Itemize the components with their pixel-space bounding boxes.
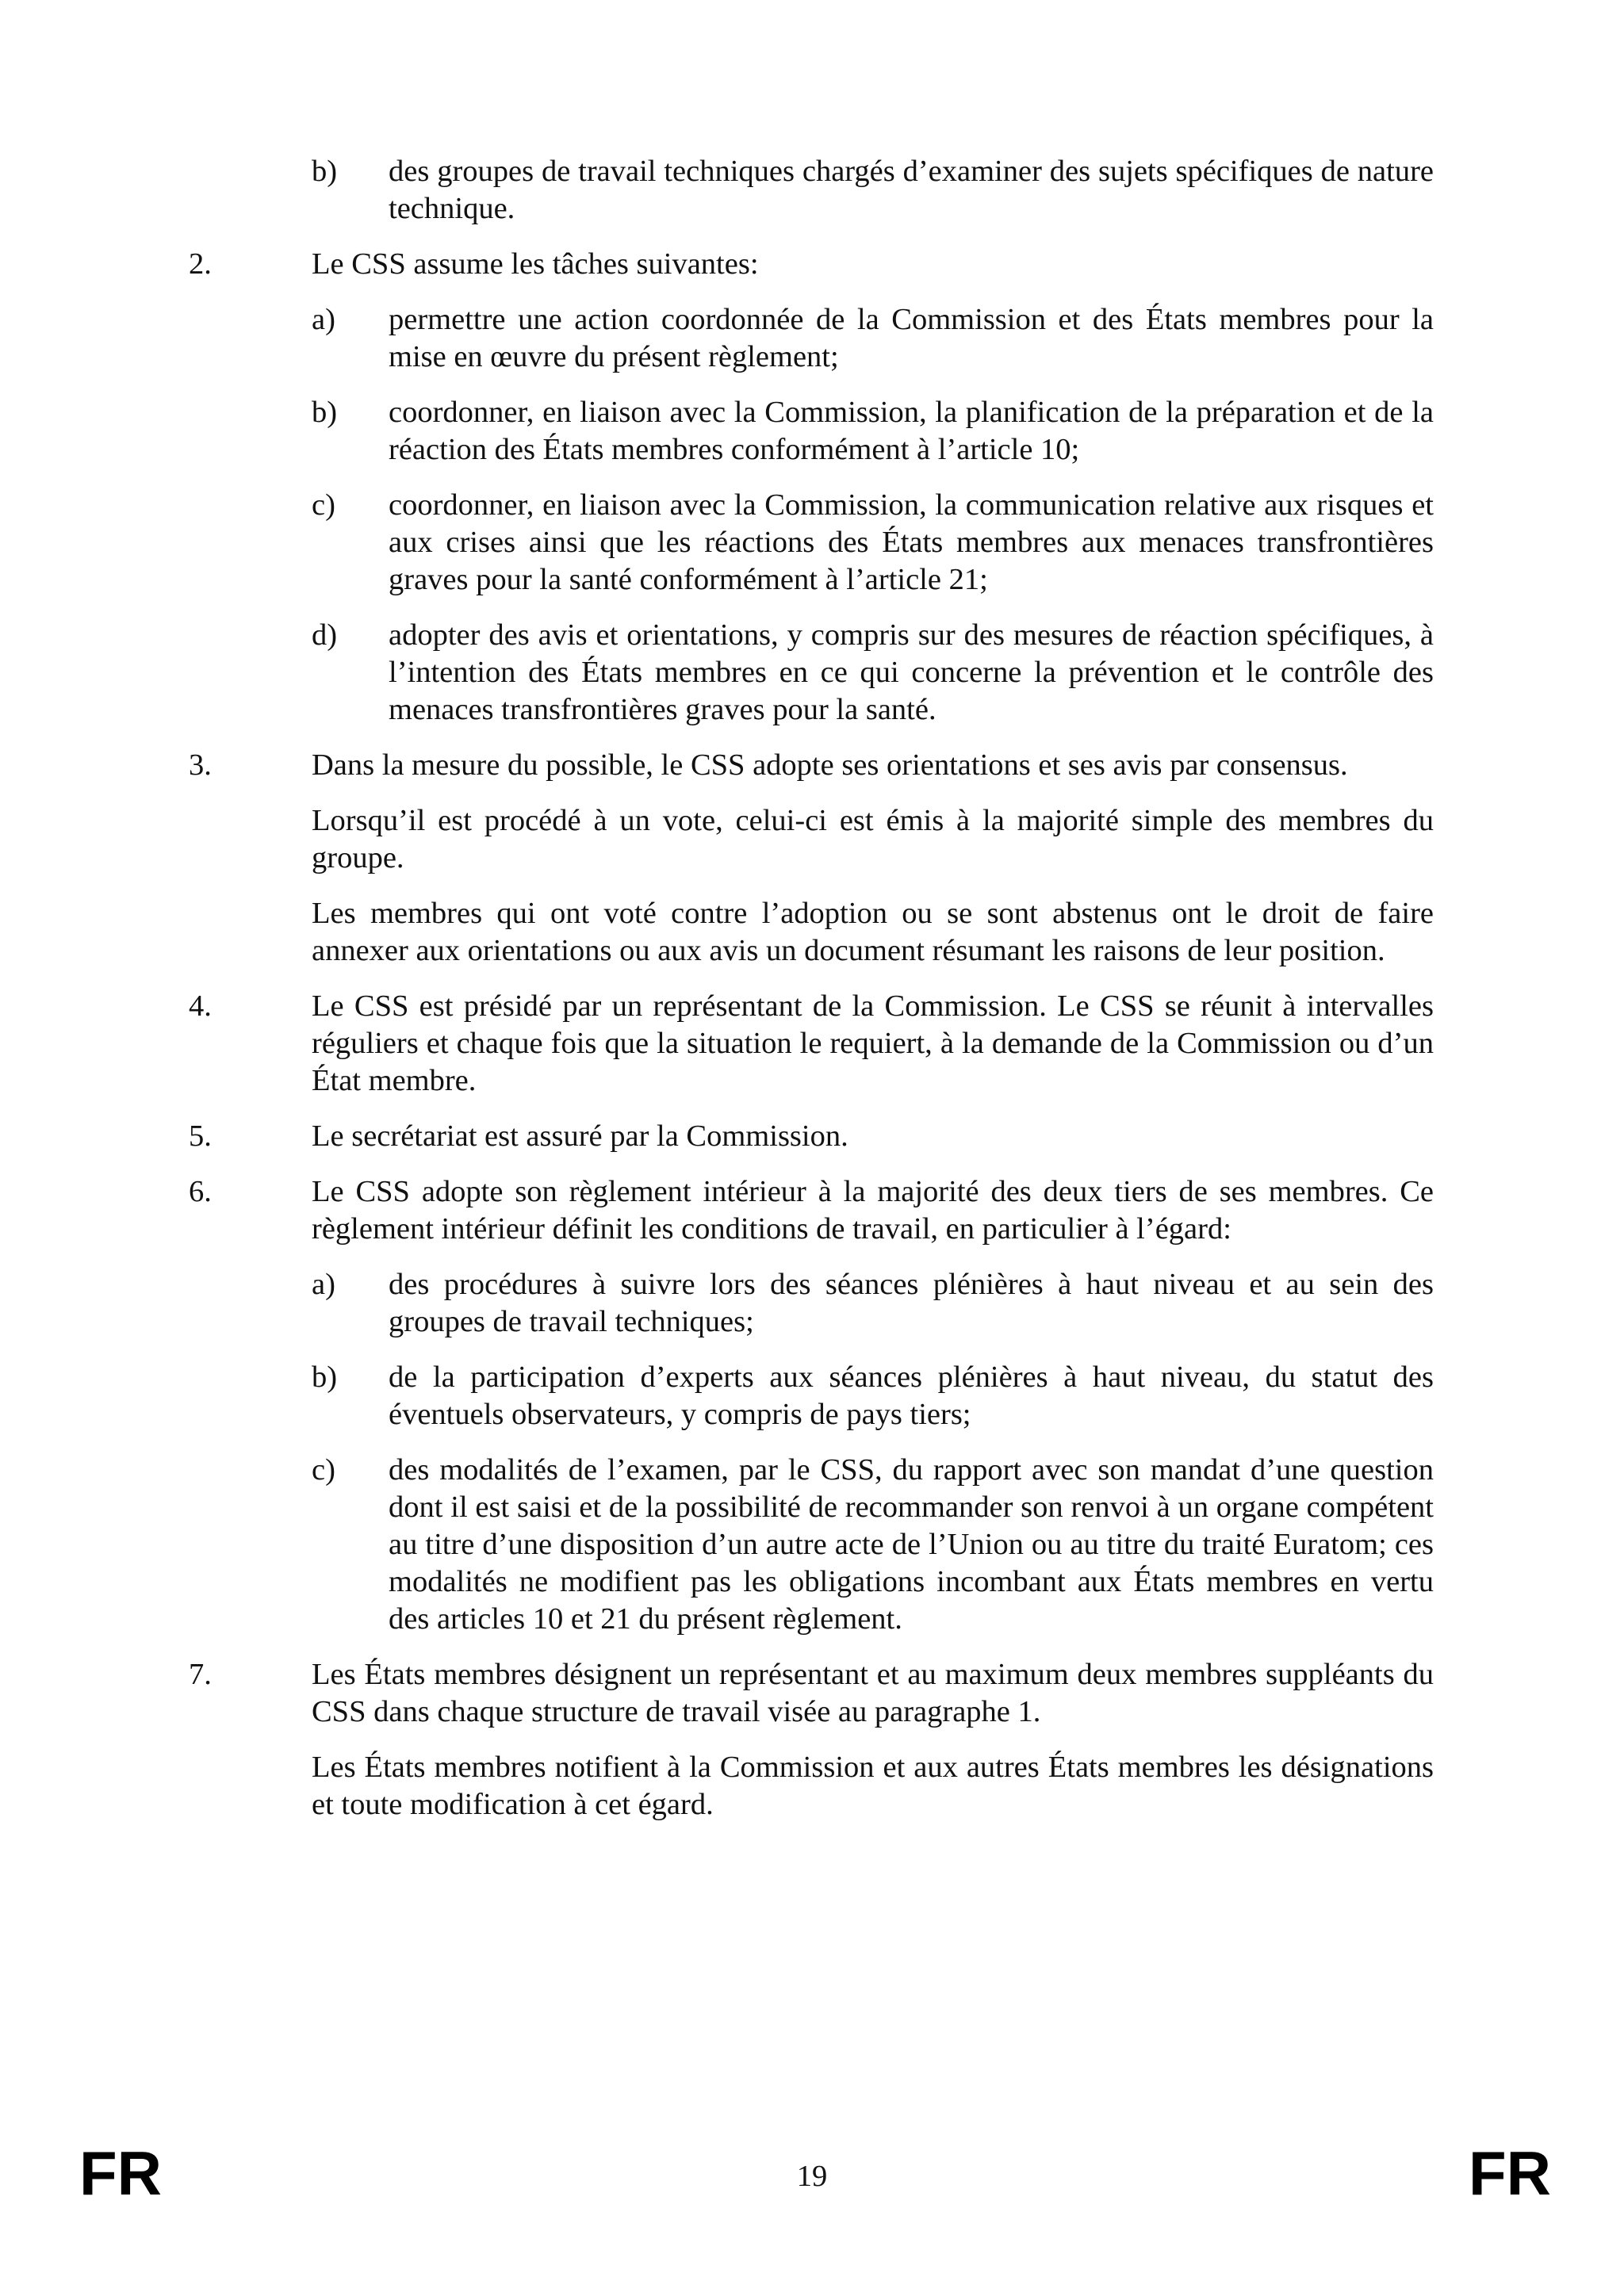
item-text: coordonner, en liaison avec la Commission, la communication relative aux risques et aux crises ainsi que les réactions des États membres aux menaces transfrontières graves pour la santé conformément à l’article 21; (389, 488, 1434, 596)
item-text: coordonner, en liaison avec la Commission, la planification de la préparation et de la réaction des États membres conformément à l’article 10; (389, 396, 1434, 466)
footer-language-right: FR (1469, 2138, 1551, 2208)
paragraph-text: Les membres qui ont voté contre l’adoption ou se sont abstenus ont le droit de faire annexer aux orientations ou aux avis un document résumant les raisons de leur position. (312, 897, 1434, 967)
paragraph-number: 3. (189, 748, 212, 782)
item-marker: a) (312, 1268, 335, 1301)
paragraph (189, 1118, 1434, 1155)
list-item (312, 1359, 1434, 1433)
paragraph-number: 6. (189, 1175, 212, 1208)
paragraph-text: Lorsqu’il est procédé à un vote, celui-ci est émis à la majorité simple des membres du groupe. (312, 804, 1434, 874)
document-body (189, 153, 1434, 1842)
paragraph (189, 1656, 1434, 1731)
item-text: permettre une action coordonnée de la Commission et des États membres pour la mise en œuvre du présent règlement; (389, 303, 1434, 373)
item-text: de la participation d’experts aux séances plénières à haut niveau, du statut des éventuels observateurs, y compris de pays tiers; (389, 1360, 1434, 1431)
item-text: des modalités de l’examen, par le CSS, du rapport avec son mandat d’une question dont il est saisi et de la possibilité de recommander son renvoi à un organe compétent au titre d’une disposition d’un autre acte de l’Union ou au titre du traité Euratom; ces modalités ne modifient pas les obligations incombant aux États membres en vertu des articles 10 et 21 du présent règlement. (389, 1453, 1434, 1636)
paragraph (189, 246, 1434, 283)
list-item (312, 153, 1434, 228)
item-marker: a) (312, 303, 335, 336)
paragraph-text: Le CSS adopte son règlement intérieur à la majorité des deux tiers de ses membres. Ce règlement intérieur définit les conditions de travail, en particulier à l’égard: (312, 1175, 1434, 1246)
footer-language-left: FR (79, 2138, 162, 2208)
list-item (312, 1266, 1434, 1341)
item-text: adopter des avis et orientations, y compris sur des mesures de réaction spécifiques, à l’intention des États membres en ce qui concerne la prévention et le contrôle des menaces transfrontières graves pour la santé. (389, 618, 1434, 726)
paragraph-text: Les États membres désignent un représentant et au maximum deux membres suppléants du CSS dans chaque structure de travail visée au paragraphe 1. (312, 1658, 1434, 1728)
paragraph-number: 5. (189, 1119, 212, 1153)
list-item (312, 487, 1434, 599)
list-item (312, 617, 1434, 729)
paragraph-text: Le CSS est présidé par un représentant de la Commission. Le CSS se réunit à intervalles réguliers et chaque fois que la situation le requiert, à la demande de la Commission ou d’un État membre. (312, 989, 1434, 1097)
list-item (312, 394, 1434, 469)
paragraph (189, 1173, 1434, 1248)
item-marker: c) (312, 1453, 335, 1487)
paragraph (189, 747, 1434, 784)
paragraph-number: 7. (189, 1658, 212, 1691)
item-marker: b) (312, 155, 338, 188)
page-number: 19 (796, 2160, 828, 2193)
item-marker: b) (312, 1360, 338, 1394)
item-text: des groupes de travail techniques chargés d’examiner des sujets spécifiques de nature technique. (389, 155, 1434, 225)
paragraph-text: Dans la mesure du possible, le CSS adopte ses orientations et ses avis par consensus. (312, 748, 1348, 782)
paragraph-continuation (189, 802, 1434, 877)
item-marker: d) (312, 618, 338, 652)
paragraph-number: 4. (189, 989, 212, 1023)
item-text: des procédures à suivre lors des séances plénières à haut niveau et au sein des groupes de travail techniques; (389, 1268, 1434, 1338)
paragraph-continuation (189, 1749, 1434, 1823)
item-marker: b) (312, 396, 338, 429)
paragraph-number: 2. (189, 247, 212, 281)
paragraph-text: Les États membres notifient à la Commission et aux autres États membres les désignations et toute modification à cet égard. (312, 1751, 1434, 1821)
paragraph-text: Le secrétariat est assuré par la Commission. (312, 1119, 848, 1153)
paragraph-continuation (189, 895, 1434, 970)
list-item (312, 301, 1434, 376)
list-item (312, 1452, 1434, 1638)
paragraph-text: Le CSS assume les tâches suivantes: (312, 247, 759, 281)
item-marker: c) (312, 488, 335, 522)
paragraph (189, 988, 1434, 1100)
